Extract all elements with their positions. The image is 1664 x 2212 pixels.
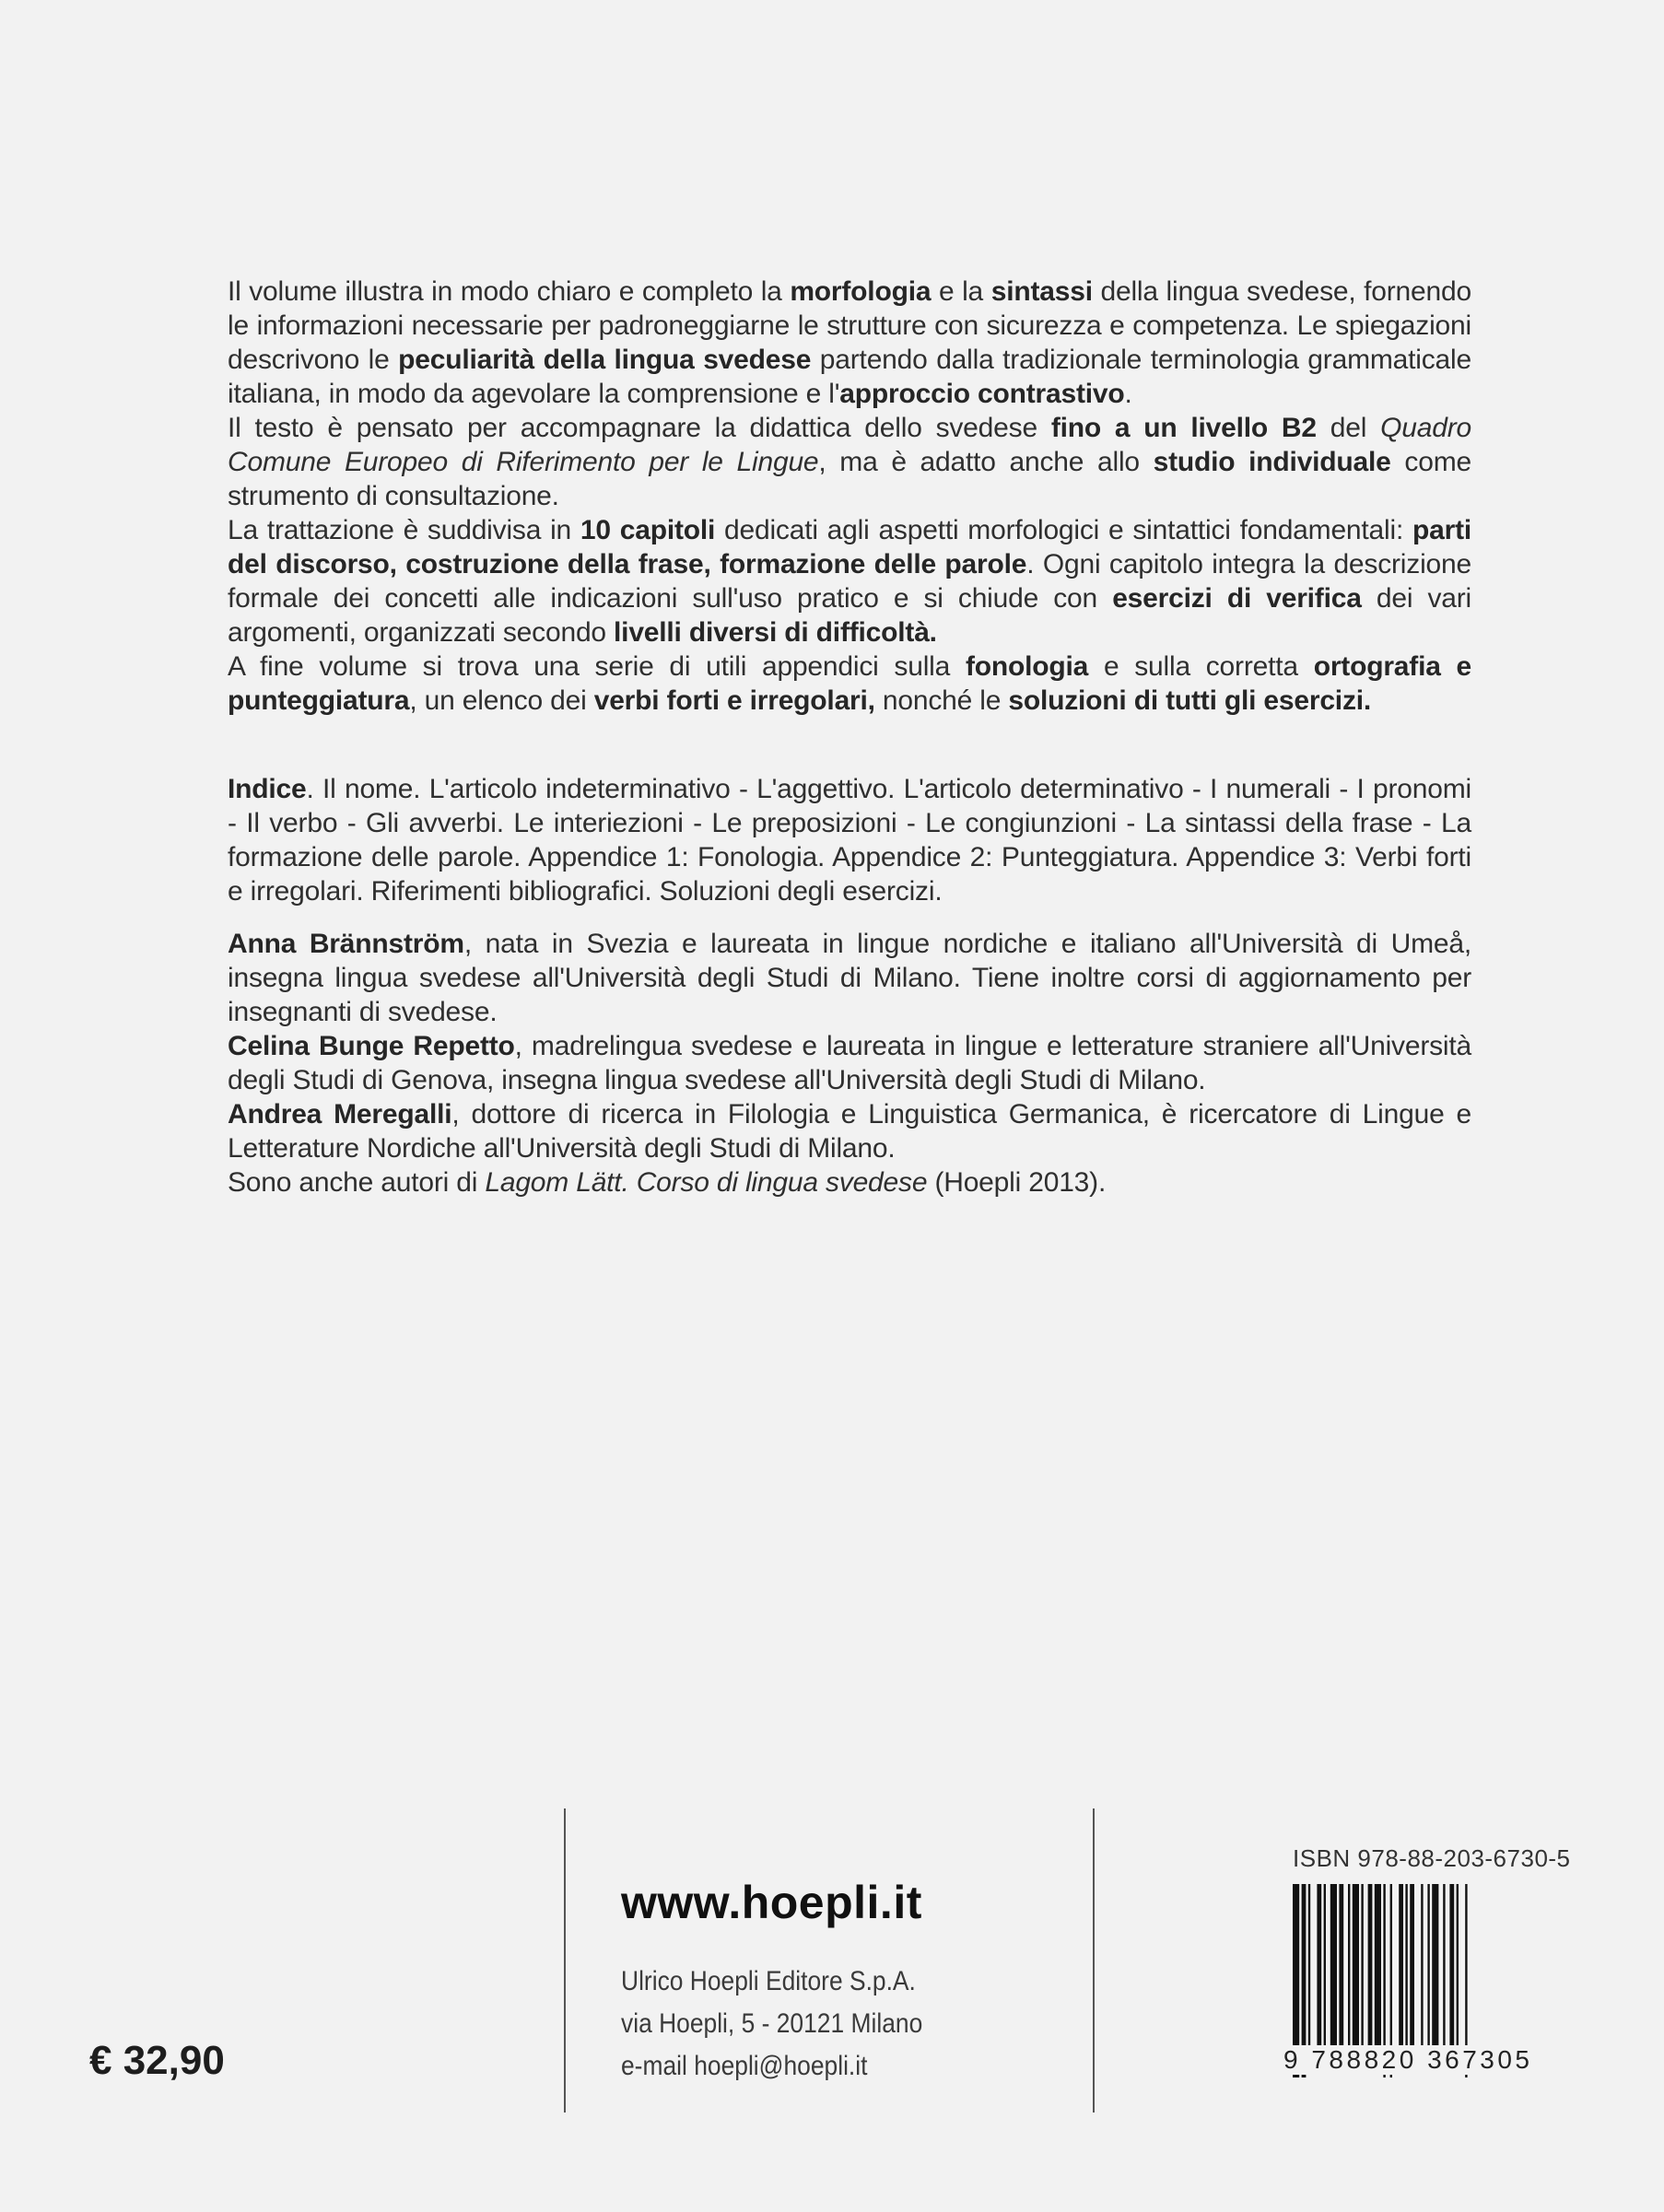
text-run: del [1316,413,1381,443]
description-paragraph [228,650,1471,718]
text-run: partendo dalla tradizionale terminologia grammaticale italiana, in modo da agevolare la comprensione e l' [228,345,1471,409]
isbn-label: ISBN 978-88-203-6730-5 [1293,1844,1571,1872]
text-run: La trattazione è suddivisa in [228,515,580,545]
text-run: Sono anche autori di [228,1167,486,1198]
bold-term: soluzioni di tutti gli esercizi. [1008,685,1372,716]
bold-term: approccio contrastivo [839,379,1125,409]
bold-term: ortografia e punteggiatura [228,651,1471,716]
bold-term: verbi forti e irregolari, [593,685,875,716]
author-bio-text: , nata in Svezia e laureata in lingue nordiche e italiano all'Università di Umeå, insegna lingua svedese all'Università degli Studi di Milano. Tiene inoltre corsi di aggiornamento per insegnanti di svedese. [228,929,1471,1027]
divider-left [564,1808,566,2113]
text-run: A fine volume si trova una serie di utili appendici sulla [228,651,966,682]
text-run: Il volume illustra in modo chiaro e completo la [228,276,791,307]
description-paragraph [228,411,1471,513]
publisher-name: Ulrico Hoepli Editore S.p.A. [621,1966,916,1996]
text-run: come strumento di consultazione. [228,447,1471,511]
text-run: dei vari argomenti, organizzati secondo [228,583,1471,648]
text-run: (Hoepli 2013). [927,1167,1107,1198]
text-run: nonché le [874,685,1009,716]
bold-term: sintassi [990,276,1093,307]
bold-term: morfologia [790,276,932,307]
author-name: Andrea Meregalli [228,1099,452,1129]
author-bio [228,927,1471,1029]
author-name: Celina Bunge Repetto [228,1031,515,1061]
book-title: Lagom Lätt. Corso di lingua svedese [485,1167,928,1198]
index-label: Indice [228,774,307,804]
bold-term: peculiarità della lingua svedese [398,345,812,375]
bold-term: esercizi di verifica [1112,583,1362,614]
text-run: . [1124,379,1132,409]
description-paragraph [228,513,1471,650]
price-label: € 32,90 [89,2038,225,2083]
text-run: . Ogni capitolo integra la descrizione formale dei concetti alle indicazioni sull'uso pratico e si chiude con [228,549,1471,614]
text-run: e la [931,276,991,307]
index-paragraph [228,772,1471,908]
text-run: , ma è adatto anche allo [818,447,1154,477]
author-bio [228,1097,1471,1165]
website-link[interactable]: www.hoepli.it [621,1877,922,1928]
text-run: e sulla corretta [1088,651,1314,682]
table-of-contents [228,772,1471,908]
author-name: Anna Brännström [228,929,464,959]
author-bios [228,927,1471,1200]
publisher-address: via Hoepli, 5 - 20121 Milano [621,2008,923,2039]
author-bio-text: , dottore di ricerca in Filologia e Linguistica Germanica, è ricercatore di Lingue e Letterature Nordiche all'Università degli Studi di Milano. [228,1099,1472,1164]
publisher-email[interactable]: e-mail hoepli@hoepli.it [621,2051,868,2081]
index-text: . Il nome. L'articolo indeterminativo - L'aggettivo. L'articolo determinativo - I numerali - I pronomi - Il verbo - Gli avverbi. Le interiezioni - Le preposizioni - Le congiunzioni - La sintassi della frase - La formazione delle parole. Appendice 1: Fonologia. Appendice 2: Punteggiatura. Appendice 3: Verbi forti e irregolari. Riferimenti bibliografici. Soluzioni degli esercizi. [228,774,1471,907]
text-run: , un elenco dei [409,685,594,716]
bold-term: parti del discorso, costruzione della frase, formazione delle parole [228,515,1471,579]
description-paragraph [228,275,1471,411]
bold-term: 10 capitoli [580,515,716,545]
bold-term: livelli diversi di difficoltà. [614,617,937,648]
barcode-digits: 9 788820 367305 [1283,2045,1537,2075]
text-run: della lingua svedese, fornendo le informazioni necessarie per padroneggiarne le strutture con sicurezza e competenza. Le spiegazioni descrivono le [228,276,1471,375]
other-works-note [228,1165,1471,1200]
publisher-info [621,1876,964,2088]
text-run: dedicati agli aspetti morfologici e sintattici fondamentali: [715,515,1412,545]
text-run: Il testo è pensato per accompagnare la didattica dello svedese [228,413,1051,443]
author-bio-text: , madrelingua svedese e laureata in lingue e letterature straniere all'Università degli Studi di Genova, insegna lingua svedese all'Università degli Studi di Milano. [228,1031,1471,1095]
italic-title: Quadro Comune Europeo di Riferimento per le Lingue [228,413,1471,477]
description-text [228,275,1471,718]
bold-term: fino a un livello B2 [1050,413,1317,443]
author-bio [228,1029,1471,1097]
bold-term: studio individuale [1153,447,1391,477]
bold-term: fonologia [965,651,1089,682]
divider-right [1093,1808,1095,2113]
